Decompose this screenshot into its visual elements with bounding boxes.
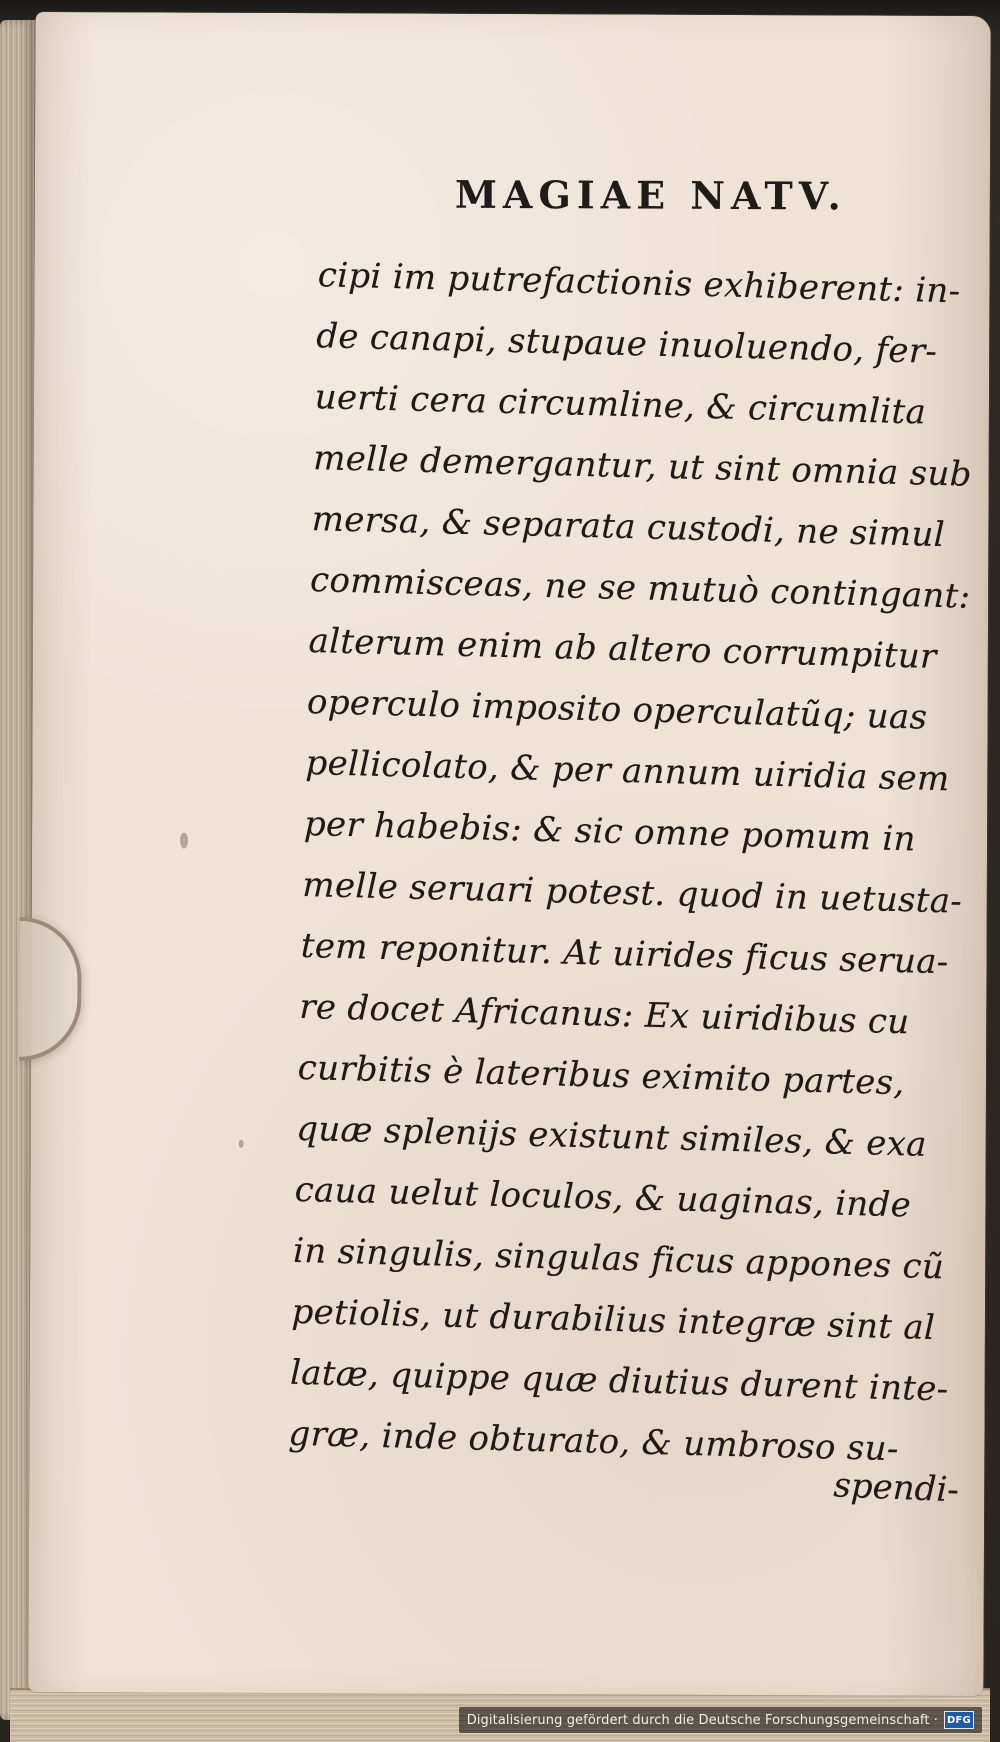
catchword: spendi-	[832, 1465, 960, 1511]
credit-text: Digitalisierung gefördert durch die Deutsche Forschungsgemeinschaft ·	[466, 1712, 938, 1728]
body-line: caua uelut loculos, & uaginas, inde	[294, 1169, 912, 1226]
book-page	[28, 12, 990, 1696]
margin-mark	[239, 1140, 244, 1148]
body-line: græ, inde obturato, & umbroso su-	[288, 1413, 900, 1470]
body-line: re docet Africanus: Ex uiridibus cu	[298, 986, 910, 1043]
body-line: melle demergantur, ut sint omnia sub	[312, 438, 973, 495]
page-body-text	[287, 245, 974, 1521]
dfg-logo: DFG	[944, 1711, 974, 1729]
page-running-header: MAGIAE NATV.	[454, 171, 847, 219]
margin-mark	[180, 833, 188, 849]
body-line: petiolis, ut durabilius integræ sint al	[291, 1291, 936, 1349]
body-line: per habebis: & sic omne pomum in	[303, 803, 917, 860]
body-line: de canapi, stupaue inuoluendo, fer-	[315, 316, 938, 372]
body-line: cipi im putrefactionis exhiberent: in-	[317, 255, 961, 312]
body-line: operculo imposito operculatũq; uas	[306, 682, 928, 738]
body-line: uerti cera circumline, & circumlita	[314, 377, 927, 433]
body-line: pellicolato, & per annum uiridia sem	[305, 743, 951, 800]
body-line: curbitis è lateribus eximito partes,	[297, 1047, 906, 1104]
body-line: in singulis, singulas ficus appones cũ	[292, 1230, 945, 1288]
body-line: latæ, quippe quæ diutius durent inte-	[289, 1352, 949, 1410]
body-line: mersa, & separata custodi, ne simul	[311, 499, 946, 556]
body-line: melle seruari potest. quod in uetusta-	[301, 864, 963, 922]
margin-mark	[995, 216, 1000, 222]
digitization-credit	[459, 1707, 982, 1733]
page-clip-tab	[19, 917, 82, 1061]
body-line: commisceas, ne se mutuò contingant:	[309, 560, 971, 617]
body-line: quæ splenijs existunt similes, & exa	[295, 1108, 928, 1165]
body-line: tem reponitur. At uirides ficus serua-	[300, 925, 950, 983]
body-line: alterum enim ab altero corrumpitur	[308, 621, 938, 677]
